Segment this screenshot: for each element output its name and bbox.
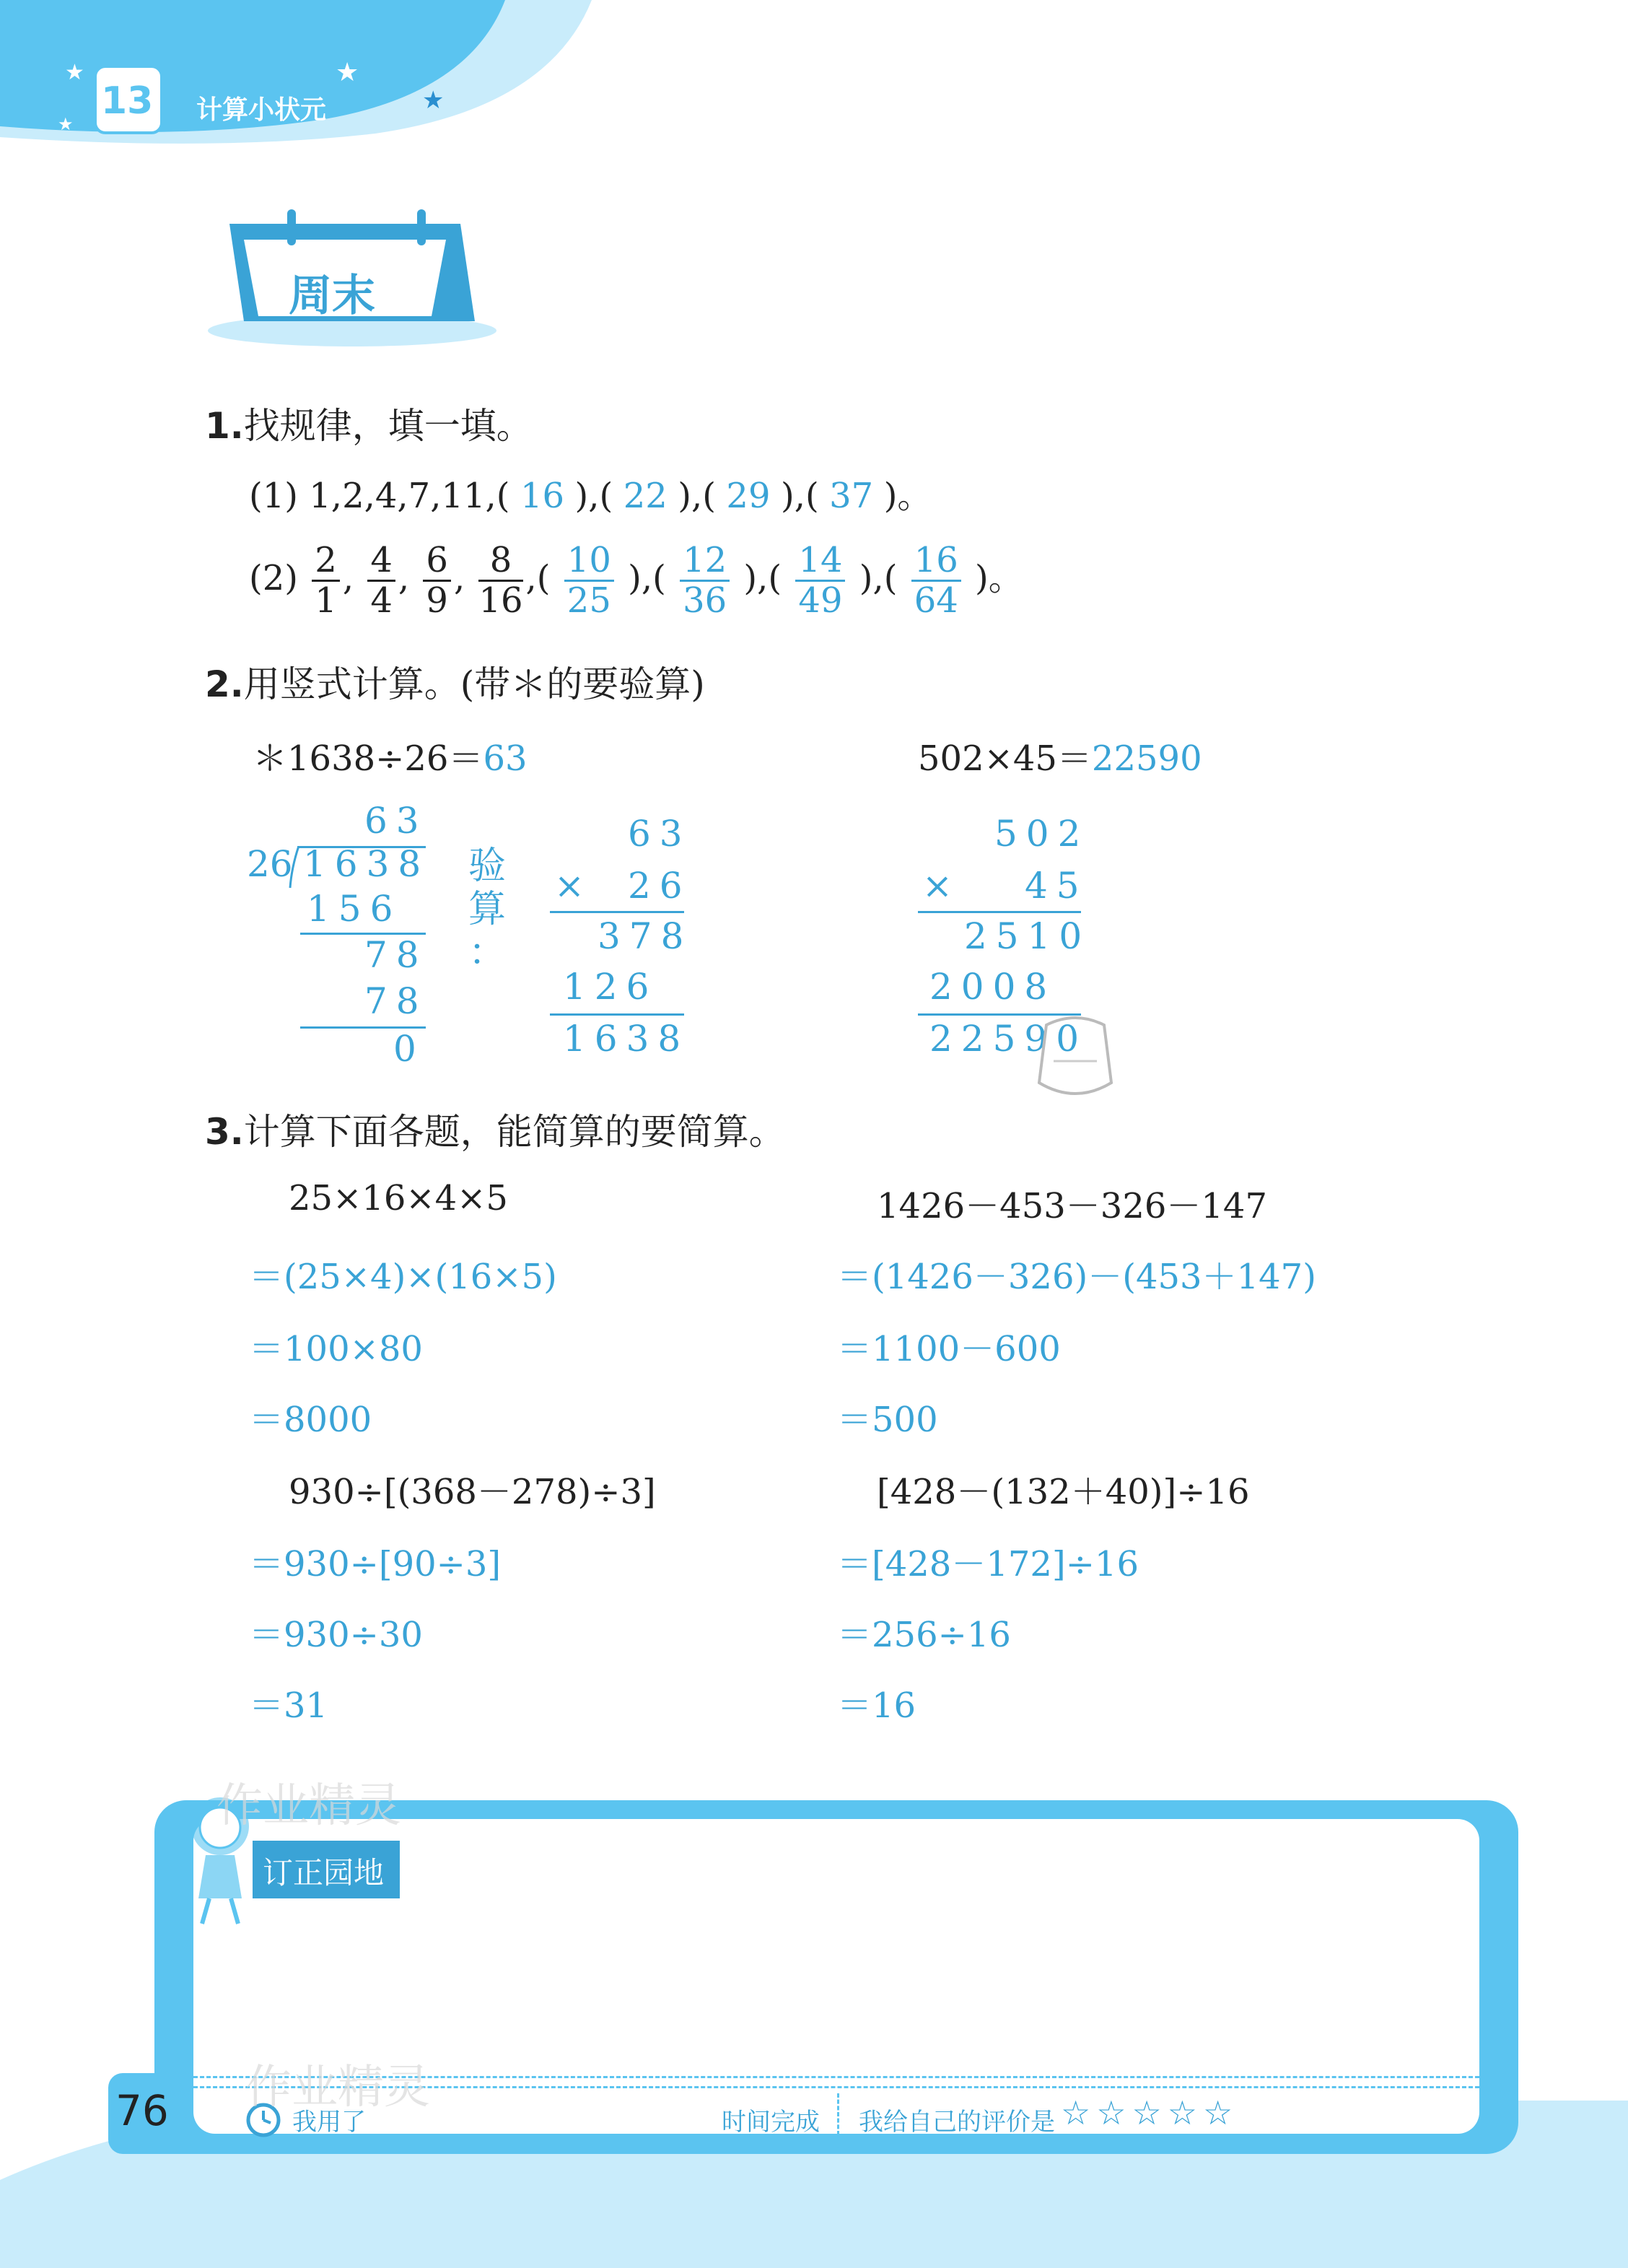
answer-fraction: $\frac{10}{25}$	[564, 541, 614, 620]
time-used-label: 我用了	[292, 2108, 366, 2137]
logo-digits: 13	[101, 79, 154, 123]
div-step2: 78	[364, 980, 428, 1022]
q3-a-line2: ＝(25×4)×(16×5)	[249, 1257, 557, 1297]
q3-d-line4: ＝16	[837, 1685, 916, 1726]
watermark: 作业精灵	[245, 2061, 430, 2114]
answer-blank: 16	[520, 476, 565, 516]
answer-blank: 22	[623, 476, 668, 516]
check-partial2: 126	[563, 966, 658, 1008]
q3-a-line3: ＝100×80	[249, 1329, 423, 1369]
check-multiplier: 26	[628, 865, 691, 907]
page-number: 76	[115, 2086, 169, 2135]
answer-blank: 37	[829, 476, 874, 516]
q3-title: 3.计算下面各题，能简算的要简算。	[205, 1111, 785, 1153]
svg-text:★: ★	[336, 58, 359, 87]
q3-c-line2: ＝930÷[90÷3]	[249, 1544, 502, 1584]
q3-c-line3: ＝930÷30	[249, 1615, 423, 1655]
q3-a-line4: ＝8000	[249, 1400, 372, 1440]
mul-result: 22590	[929, 1018, 1088, 1060]
answer-fraction: $\frac{16}{64}$	[911, 541, 961, 620]
check-result: 1638	[563, 1018, 690, 1060]
svg-text:★: ★	[422, 86, 445, 115]
star-icon[interactable]: ☆	[1132, 2093, 1162, 2132]
q3-b-line2: ＝(1426－326)－(453＋147)	[837, 1257, 1316, 1297]
q1-part1: (1) 1,2,4,7,11,( 16 ),( 22 ),( 29 ),( 37 )。	[249, 476, 932, 516]
dashed-separator	[837, 2093, 839, 2154]
q3-b-line4: ＝500	[837, 1400, 938, 1440]
fraction: $\frac{8}{16}$	[478, 540, 523, 621]
q3-d-line3: ＝256÷16	[837, 1615, 1011, 1655]
q3-c-line1: 930÷[(368－278)÷3]	[289, 1472, 656, 1512]
check-times-sign: ×	[554, 865, 593, 907]
answer-fraction: $\frac{14}{49}$	[795, 541, 845, 620]
q3-d-line2: ＝[428－172]÷16	[837, 1544, 1139, 1584]
star-icon[interactable]: ☆	[1167, 2093, 1197, 2132]
mul-times-sign: ×	[922, 865, 961, 907]
mul-partial2: 2008	[929, 966, 1056, 1008]
fraction: $\frac{4}{4}$	[367, 541, 395, 620]
mul-multiplicand: 502	[994, 813, 1090, 855]
q2-left-expression: ＊1638÷26＝63	[253, 738, 528, 779]
check-multiplicand: 63	[628, 813, 691, 855]
header-banner	[0, 0, 649, 159]
q1-title: 1.找规律，填一填。	[205, 405, 533, 447]
fraction: $\frac{2}{1}$	[312, 541, 340, 620]
div-remainder: 0	[393, 1028, 425, 1070]
q3-d-line1: [428－(132＋40)]÷16	[877, 1472, 1250, 1512]
time-done-label: 时间完成	[722, 2108, 820, 2137]
div-quotient: 63	[364, 800, 428, 842]
section-tab-label: 周末	[289, 271, 375, 321]
q2-right-expression: 502×45＝22590	[918, 738, 1202, 779]
stamp-seal	[1032, 1011, 1119, 1104]
q2-title: 2.用竖式计算。(带＊的要验算)	[205, 663, 705, 705]
book-title: 计算小状元	[196, 95, 327, 125]
svg-text:★: ★	[58, 114, 74, 134]
q3-b-line1: 1426－453－326－147	[877, 1186, 1268, 1226]
mul-multiplier: 45	[1025, 865, 1088, 907]
fraction: $\frac{6}{9}$	[423, 541, 451, 620]
mul-partial1: 2510	[964, 915, 1091, 957]
svg-text:★: ★	[65, 60, 84, 85]
star-icon[interactable]: ☆	[1096, 2093, 1126, 2132]
correction-label: 订正园地	[263, 1855, 385, 1890]
div-step1: 156	[307, 888, 402, 930]
div-divisor: 26	[247, 843, 293, 885]
star-icon[interactable]: ☆	[1061, 2093, 1091, 2132]
star-icon[interactable]: ☆	[1203, 2093, 1233, 2132]
check-label: 验 算 ：	[468, 845, 506, 974]
rating-stars[interactable]	[1061, 2093, 1238, 2132]
div-dividend: 1638	[303, 843, 430, 885]
answer-blank: 29	[726, 476, 771, 516]
watermark: 作业精灵	[216, 1779, 401, 1833]
q3-a-line1: 25×16×4×5	[289, 1178, 508, 1218]
q3-c-line4: ＝31	[249, 1685, 328, 1726]
answer-fraction: $\frac{12}{36}$	[680, 541, 730, 620]
self-eval-label: 我给自己的评价是	[859, 2108, 1055, 2137]
check-partial1: 378	[598, 915, 693, 957]
q1-part2: (2) $\frac{2}{1}$ , $\frac{4}{4}$ , $\frac{6}{9}$ , $\frac{8}{16}$ ,( $\frac{10}{25}$ ),( $\frac{12}{36}$ ),( $\frac{14}{49}$ ),( $\frac{16}{64}$ )。	[249, 540, 1023, 621]
div-remainder1: 78	[364, 934, 428, 976]
q3-b-line3: ＝1100－600	[837, 1329, 1061, 1369]
